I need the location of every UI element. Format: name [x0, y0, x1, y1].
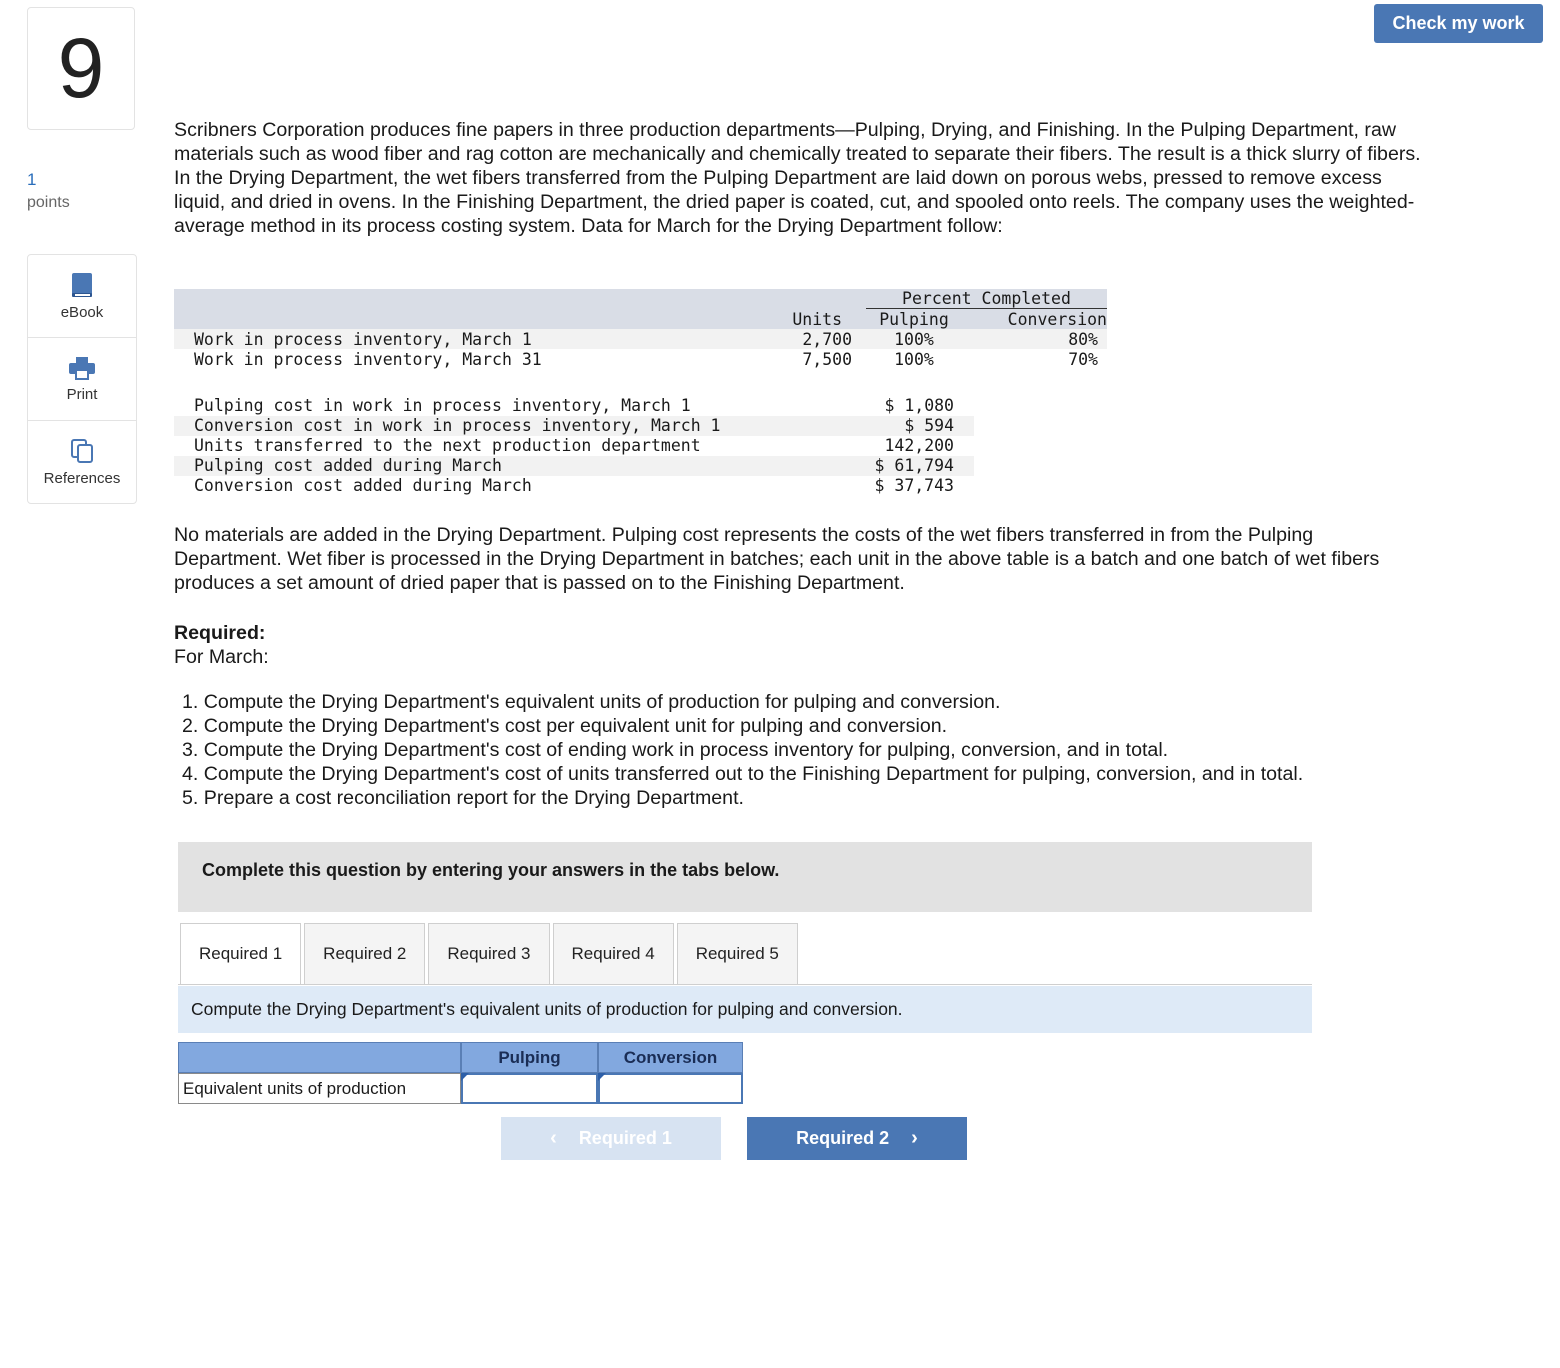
check-my-work-button[interactable]: Check my work	[1374, 4, 1543, 43]
wip-march31-conversion: 70%	[1068, 350, 1098, 369]
list-item: 4. Compute the Drying Department's cost of units transferred out to the Finishing Department for pulping, conversion, and in total.	[182, 763, 1304, 785]
answer-col-conversion: Conversion	[598, 1042, 743, 1073]
conversion-cell	[598, 1073, 743, 1104]
note-paragraph: No materials are added in the Drying Department. Pulping cost represents the costs of the wet fibers transferred in from the Pulping Department. Wet fiber is processed in the Drying Department in batches; each unit in the above table is a batch and one batch of wet fibers produces a set amount of dried paper that is passed on to the Finishing Department.	[174, 524, 1380, 594]
tab-required-3[interactable]: Required 3	[428, 923, 549, 985]
col-pulping-header: Pulping	[879, 310, 949, 329]
points-label: points	[27, 194, 70, 211]
prev-label: Required 1	[578, 1128, 672, 1148]
required-subheading: For March:	[174, 646, 269, 668]
tab-prompt: Compute the Drying Department's equivalent units of production for pulping and conversion.	[178, 986, 1312, 1033]
wip-march31-label: Work in process inventory, March 31	[194, 350, 542, 369]
cost-row-value: $ 37,743	[874, 476, 954, 495]
print-label: Print	[66, 385, 98, 403]
cost-row-label: Conversion cost in work in process inventory, March 1	[194, 416, 721, 435]
copy-icon	[70, 438, 94, 464]
header-underline	[866, 308, 1107, 309]
cost-row-label: Pulping cost added during March	[194, 456, 502, 475]
chevron-left-icon: ‹	[550, 1127, 557, 1149]
tools-panel	[27, 254, 137, 504]
references-label: References	[43, 469, 121, 487]
wip-march1-units: 2,700	[802, 330, 852, 349]
next-required-button[interactable]	[747, 1117, 967, 1160]
list-item: 2. Compute the Drying Department's cost per equivalent unit for pulping and conversion.	[182, 715, 948, 737]
question-number: 9	[27, 7, 135, 130]
tab-required-4[interactable]: Required 4	[553, 923, 674, 985]
answer-header-blank	[178, 1042, 461, 1073]
cost-row-value: $ 1,080	[884, 396, 954, 415]
wip-march31-units: 7,500	[802, 350, 852, 369]
pulping-equivalent-units-input[interactable]	[461, 1073, 598, 1104]
col-units-header: Units	[792, 310, 842, 329]
wip-march1-label: Work in process inventory, March 1	[194, 330, 532, 349]
list-item: 5. Prepare a cost reconciliation report for the Drying Department.	[182, 787, 744, 809]
wip-march1-conversion: 80%	[1068, 330, 1098, 349]
cost-row-label: Conversion cost added during March	[194, 476, 532, 495]
required-heading: Required:	[174, 622, 266, 644]
cost-row-label: Pulping cost in work in process inventory, March 1	[194, 396, 691, 415]
equivalent-units-label: Equivalent units of production	[178, 1073, 461, 1104]
cost-row-label: Units transferred to the next production department	[194, 436, 701, 455]
chevron-right-icon: ›	[911, 1127, 918, 1149]
tab-required-1[interactable]: Required 1	[180, 923, 301, 985]
intro-paragraph: Scribners Corporation produces fine papers in three production departments—Pulping, Drying, and Finishing. In the Pulping Department, raw materials such as wood fiber and rag cotton are mechanically and chemically treated to separate their fibers. The result is a thick slurry of fibers. In the Drying Department, the wet fibers transferred from the Pulping Department are laid down on porous webs, pressed to remove excess liquid, and dried in ovens. In the Finishing Department, the dried paper is coated, cut, and spooled onto reels. The company uses the weighted-average method in its process costing system. Data for March for the Drying Department follow:	[174, 119, 1421, 237]
ebook-label: eBook	[60, 303, 104, 321]
points-value: 1	[27, 170, 37, 189]
answer-col-pulping: Pulping	[461, 1042, 598, 1073]
wip-march1-pulping: 100%	[894, 330, 934, 349]
cost-row-value: $ 594	[904, 416, 954, 435]
requirements-list	[182, 690, 1482, 810]
cost-row-value: 142,200	[884, 436, 954, 455]
required-tabs	[180, 923, 801, 985]
print-button[interactable]	[28, 338, 136, 421]
book-icon	[70, 272, 94, 298]
instruction-box: Complete this question by entering your answers in the tabs below.	[178, 842, 1312, 912]
next-label: Required 2	[796, 1128, 890, 1148]
printer-icon	[68, 356, 96, 380]
cost-row-value: $ 61,794	[874, 456, 954, 475]
tab-required-2[interactable]: Required 2	[304, 923, 425, 985]
col-conversion-header: Conversion	[1007, 310, 1107, 329]
tab-required-5[interactable]: Required 5	[677, 923, 798, 985]
conversion-equivalent-units-input[interactable]	[598, 1073, 743, 1104]
list-item: 3. Compute the Drying Department's cost of ending work in process inventory for pulping, conversion, and in total.	[182, 739, 1169, 761]
previous-required-button[interactable]	[501, 1117, 721, 1160]
input-marker-icon	[461, 1073, 469, 1081]
tab-divider	[178, 984, 1312, 985]
pulping-cell	[461, 1073, 598, 1104]
references-button[interactable]	[28, 421, 136, 503]
list-item: 1. Compute the Drying Department's equivalent units of production for pulping and conversion.	[182, 691, 1001, 713]
input-marker-icon	[598, 1073, 606, 1081]
ebook-button[interactable]	[28, 255, 136, 338]
percent-completed-header: Percent Completed	[902, 289, 1071, 308]
wip-march31-pulping: 100%	[894, 350, 934, 369]
